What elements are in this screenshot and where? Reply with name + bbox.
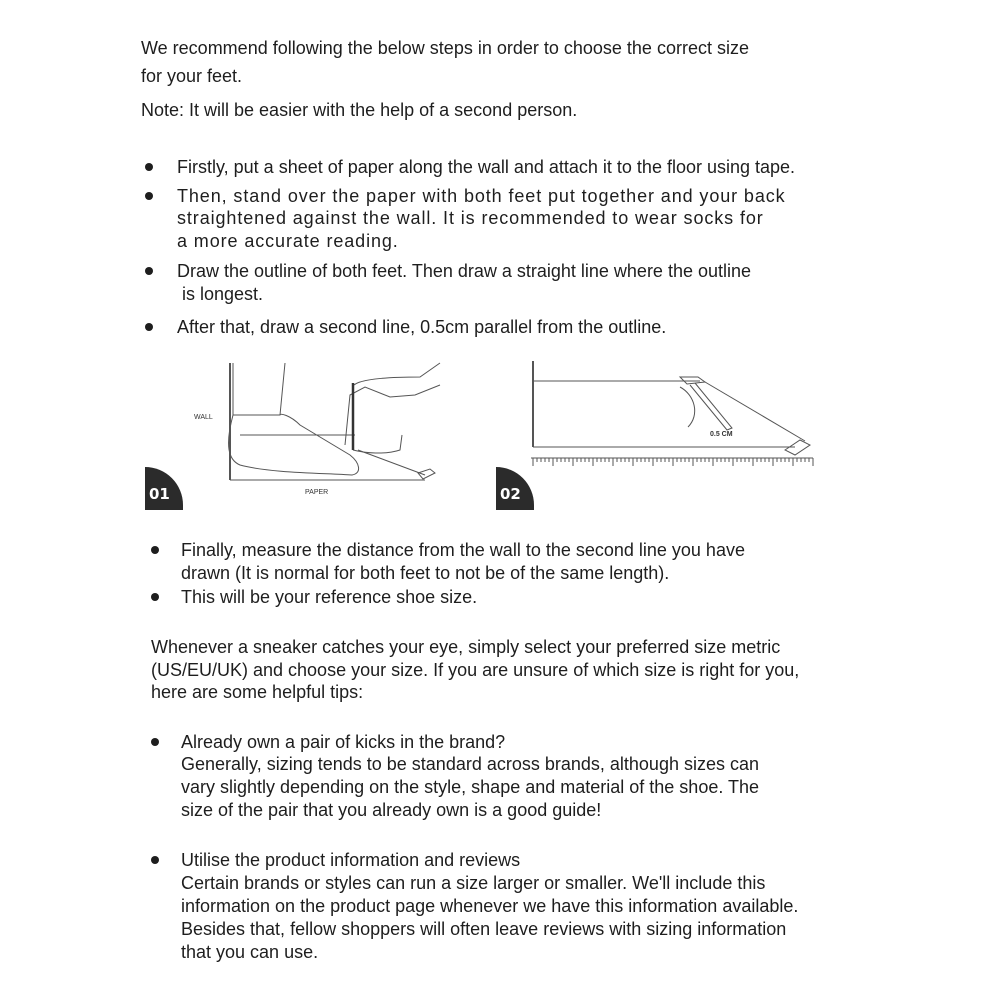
step-2-line: a more accurate reading. [177, 231, 399, 251]
step-5-line: drawn (It is normal for both feet to not be of the same length). [181, 563, 670, 583]
step-3-line: Draw the outline of both feet. Then draw a straight line where the outline [177, 261, 752, 281]
wall-label: WALL [194, 414, 213, 421]
tip-2-line: Utilise the product information and reviews [181, 850, 521, 870]
paragraph-line: here are some helpful tips: [151, 682, 364, 702]
step-2-line: straightened against the wall. It is recommended to wear socks for [177, 208, 764, 228]
bullet [145, 323, 153, 331]
paragraph-line: Whenever a sneaker catches your eye, simply select your preferred size metric [151, 637, 781, 657]
bullet [151, 546, 159, 554]
tip-1-line: size of the pair that you already own is a good guide! [181, 800, 602, 820]
paragraph-line: (US/EU/UK) and choose your size. If you are unsure of which size is right for you, [151, 660, 800, 680]
tip-2-line: Besides that, fellow shoppers will often leave reviews with sizing information [181, 919, 787, 939]
tip-2-line: that you can use. [181, 942, 319, 962]
bullet [151, 738, 159, 746]
bullet [151, 593, 159, 601]
bullet [151, 856, 159, 864]
step-5-line: Finally, measure the distance from the wall to the second line you have [181, 540, 745, 560]
tip-1-line: vary slightly depending on the style, shape and material of the shoe. The [181, 777, 760, 797]
paper-label: PAPER [305, 489, 329, 496]
step-2-line: Then, stand over the paper with both feet put together and your back [177, 186, 786, 206]
step-4: After that, draw a second line, 0.5cm parallel from the outline. [177, 317, 667, 337]
bullet [145, 163, 153, 171]
badge-01-text: 01 [149, 485, 170, 503]
tip-2-line: information on the product page whenever we have this information available. [181, 896, 799, 916]
note: Note: It will be easier with the help of a second person. [141, 100, 578, 120]
distance-label: 0.5 CM [710, 431, 733, 438]
badge-02-text: 02 [500, 485, 521, 503]
tip-1-line: Already own a pair of kicks in the brand? [181, 732, 506, 752]
step-3-line: is longest. [177, 284, 264, 304]
figure-01-illustration [140, 355, 460, 510]
tip-2-line: Certain brands or styles can run a size larger or smaller. We'll include this [181, 873, 766, 893]
step-1: Firstly, put a sheet of paper along the wall and attach it to the floor using tape. [177, 157, 796, 177]
tip-1-line: Generally, sizing tends to be standard across brands, although sizes can [181, 754, 759, 774]
bullet [145, 192, 153, 200]
intro-line: for your feet. [141, 66, 243, 86]
bullet [145, 267, 153, 275]
figure-02-illustration [495, 355, 825, 510]
step-6: This will be your reference shoe size. [181, 587, 478, 607]
intro-line: We recommend following the below steps in order to choose the correct size [141, 38, 749, 58]
